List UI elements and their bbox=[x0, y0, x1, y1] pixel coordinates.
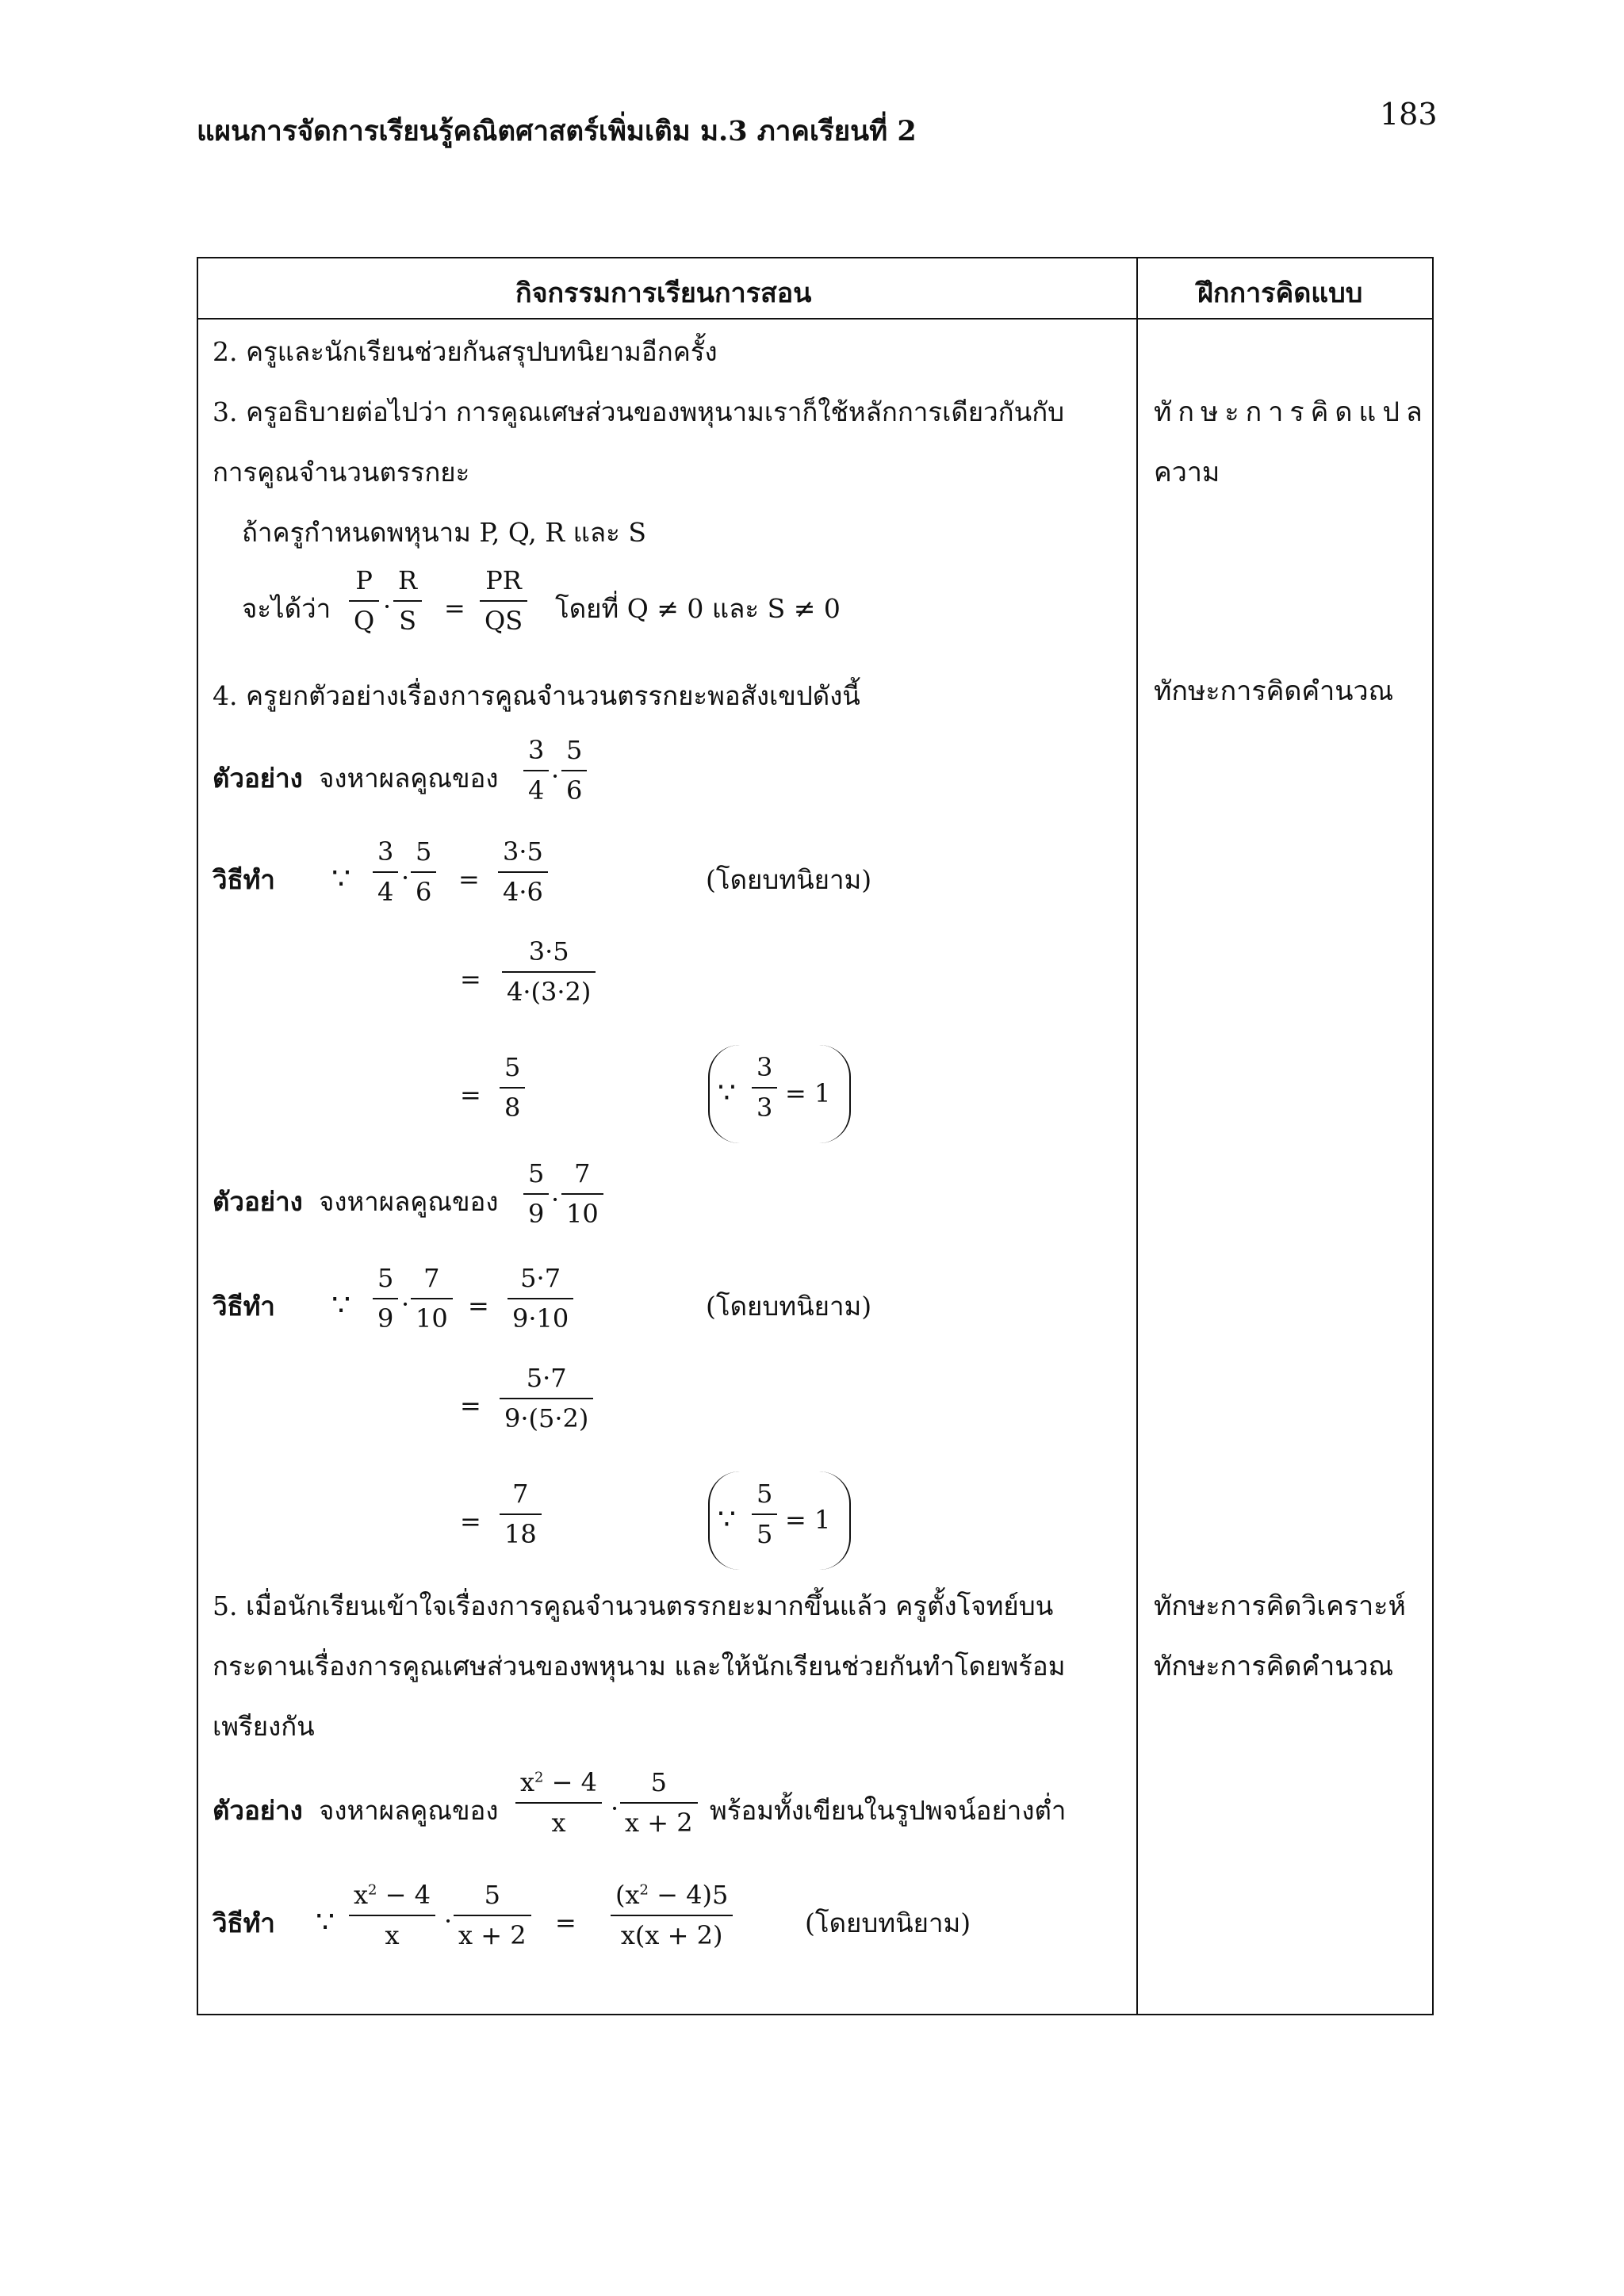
ex1-step-1-num: 3·5 bbox=[503, 836, 543, 867]
rule-condition: โดยที่ Q ≠ 0 และ S ≠ 0 bbox=[555, 593, 841, 624]
ex3-step-1-denominator: x(x + 2) bbox=[620, 1919, 723, 1950]
ex1-eq-3: = bbox=[460, 1080, 481, 1110]
activity-item-3-line1: 3. ครูอธิบายต่อไปว่า การคูณเศษส่วนของพหุนามเราก็ใช้หลักการเดียวกันกับ bbox=[213, 396, 1065, 427]
ex3-sol-a-num-exp: 2 bbox=[368, 1881, 377, 1899]
ex1-note-because: ∵ bbox=[718, 1077, 736, 1109]
ex2-fraction-a bbox=[523, 1159, 549, 1229]
ex1-step-2-den: 4·(3·2) bbox=[507, 976, 592, 1007]
ex1-step-1-den: 4·6 bbox=[503, 876, 543, 907]
ex1-sol-fraction-a bbox=[373, 837, 398, 907]
ex1-by-definition: (โดยบทนิยาม) bbox=[706, 864, 872, 895]
ex1-step-3-num: 5 bbox=[504, 1052, 521, 1082]
example-3-label: ตัวอย่าง bbox=[213, 1795, 303, 1826]
ex2-step-3-fraction bbox=[500, 1479, 542, 1549]
table-header-divider bbox=[197, 318, 1434, 320]
ex2-note-because: ∵ bbox=[718, 1503, 736, 1536]
rule-equals: = bbox=[444, 593, 465, 623]
table-header-activities: กิจกรรมการเรียนการสอน bbox=[515, 277, 812, 309]
table-column-divider bbox=[1136, 257, 1138, 2015]
ex2-sol-fraction-b bbox=[411, 1264, 453, 1334]
ex1-eq-1: = bbox=[458, 864, 480, 894]
rule-prefix: จะได้ว่า bbox=[242, 593, 331, 624]
ex3-fraction-a bbox=[515, 1768, 602, 1838]
ex1-sol-fraction-b bbox=[411, 837, 436, 907]
ex2-step-1-fraction bbox=[508, 1264, 573, 1334]
ex2-a-num: 5 bbox=[528, 1158, 545, 1188]
ex1-note-den: 3 bbox=[756, 1092, 773, 1123]
ex3-step-1-fraction bbox=[611, 1881, 733, 1950]
ex1-a-numerator: 3 bbox=[528, 735, 545, 765]
skill-interpretation-line1: ทักษะการคิดแปล bbox=[1154, 396, 1429, 428]
ex1-fraction-b bbox=[561, 736, 587, 806]
ex2-sol-dot: · bbox=[401, 1289, 410, 1319]
table-header-thinking-skills: ฝึกการคิดแบบ bbox=[1197, 277, 1363, 309]
because-symbol-2: ∵ bbox=[331, 1288, 351, 1322]
ex3-fraction-b bbox=[620, 1768, 698, 1838]
ex2-sol-b-num: 7 bbox=[423, 1263, 440, 1293]
ex1-step-2-num: 3·5 bbox=[528, 936, 569, 966]
ex2-sol-b-den: 10 bbox=[416, 1303, 448, 1334]
ex2-fraction-b bbox=[561, 1159, 603, 1229]
ex2-sol-a-num: 5 bbox=[377, 1263, 394, 1293]
ex3-sol-a-numerator bbox=[349, 1881, 435, 1910]
ex2-dot: · bbox=[551, 1184, 560, 1215]
rule-fraction-pr-qs bbox=[480, 566, 527, 636]
document-header-title: แผนการจัดการเรียนรู้คณิตศาสตร์เพิ่มเติม ม.3 ภาคเรียนที่ 2 bbox=[197, 115, 917, 147]
ex1-note-fraction bbox=[752, 1053, 777, 1123]
ex1-step-1-fraction bbox=[498, 837, 548, 907]
ex2-note-fraction bbox=[752, 1479, 777, 1549]
ex3-dot: · bbox=[611, 1793, 619, 1823]
rule-q: Q bbox=[354, 605, 375, 636]
ex2-b-den: 10 bbox=[566, 1198, 599, 1229]
activity-item-2: 2. ครูและนักเรียนช่วยกันสรุปบทนิยามอีกครั้ง bbox=[213, 336, 718, 367]
ex3-a-num-exp: 2 bbox=[534, 1769, 544, 1786]
ex1-b-numerator: 5 bbox=[566, 735, 583, 765]
ex1-note-rhs: = 1 bbox=[785, 1078, 831, 1108]
ex3-sol-dot: · bbox=[444, 1906, 453, 1936]
ex3-step-1-numerator bbox=[611, 1881, 733, 1910]
rule-fraction-r-s bbox=[393, 566, 422, 636]
activity-item-5-line2: กระดานเรื่องการคูณเศษส่วนของพหุนาม และให้นักเรียนช่วยกันทำโดยพร้อม bbox=[213, 1651, 1066, 1682]
ex3-sol-b-numerator: 5 bbox=[484, 1880, 500, 1910]
rule-fraction-p-q bbox=[349, 566, 379, 636]
rule-p: P bbox=[355, 565, 373, 595]
ex2-step-2-den: 9·(5·2) bbox=[504, 1402, 589, 1433]
ex3-step-1-num-b: − 4)5 bbox=[657, 1880, 729, 1910]
ex2-step-2-num: 5·7 bbox=[526, 1363, 567, 1393]
skill-analysis: ทักษะการคิดวิเคราะห์ bbox=[1154, 1590, 1406, 1622]
ex2-step-1-den: 9·10 bbox=[512, 1303, 569, 1334]
ex3-eq-1: = bbox=[555, 1908, 576, 1938]
ex3-sol-a-denominator: x bbox=[385, 1919, 400, 1950]
ex3-sol-a-num-base: x bbox=[354, 1880, 369, 1910]
ex1-dot: · bbox=[551, 761, 560, 791]
ex1-step-2-fraction bbox=[502, 937, 596, 1007]
ex1-sol-b-den: 6 bbox=[416, 876, 432, 907]
because-symbol: ∵ bbox=[331, 861, 351, 896]
ex1-step-3-fraction bbox=[500, 1053, 525, 1123]
ex1-step-3-den: 8 bbox=[504, 1092, 521, 1123]
ex1-sol-a-num: 3 bbox=[377, 836, 394, 867]
ex2-eq-2: = bbox=[460, 1391, 481, 1421]
ex2-eq-3: = bbox=[460, 1506, 481, 1536]
skill-calculation-1: ทักษะการคิดคำนวณ bbox=[1154, 675, 1394, 707]
ex2-note-den: 5 bbox=[756, 1518, 773, 1549]
ex2-b-num: 7 bbox=[574, 1158, 591, 1188]
rule-r: R bbox=[398, 565, 418, 595]
skill-calculation-2: ทักษะการคิดคำนวณ bbox=[1154, 1651, 1394, 1682]
ex3-b-numerator: 5 bbox=[650, 1767, 667, 1797]
activity-item-3-line3: ถ้าครูกำหนดพหุนาม P, Q, R และ S bbox=[242, 517, 646, 548]
ex2-step-2-fraction bbox=[500, 1364, 593, 1433]
example-1-text: จงหาผลคูณของ bbox=[319, 763, 499, 794]
ex1-fraction-a bbox=[523, 736, 549, 806]
ex3-sol-a-num-rest: − 4 bbox=[385, 1880, 431, 1910]
solution-1-label: วิธีทำ bbox=[213, 864, 275, 895]
skill-interpretation-line2: ความ bbox=[1154, 457, 1220, 488]
activity-item-3-line2: การคูณจำนวนตรรกยะ bbox=[213, 457, 470, 488]
ex3-a-numerator bbox=[515, 1768, 602, 1797]
ex3-a-num-rest: − 4 bbox=[551, 1767, 598, 1797]
ex3-sol-fraction-b bbox=[454, 1881, 531, 1950]
ex2-step-1-num: 5·7 bbox=[520, 1263, 561, 1293]
example-3-text: จงหาผลคูณของ bbox=[319, 1795, 499, 1826]
solution-3-label: วิธีทำ bbox=[213, 1908, 275, 1938]
ex3-by-definition: (โดยบทนิยาม) bbox=[805, 1908, 971, 1938]
ex2-sol-a-den: 9 bbox=[377, 1303, 394, 1334]
example-2-label: ตัวอย่าง bbox=[213, 1186, 303, 1217]
ex2-sol-fraction-a bbox=[373, 1264, 398, 1334]
ex3-sol-fraction-a bbox=[349, 1881, 435, 1950]
ex1-eq-2: = bbox=[460, 964, 481, 994]
ex3-step-1-num-exp: 2 bbox=[639, 1881, 649, 1899]
rule-pr: PR bbox=[485, 565, 522, 595]
ex2-a-den: 9 bbox=[528, 1198, 545, 1229]
activity-item-5-line1: 5. เมื่อนักเรียนเข้าใจเรื่องการคูณจำนวนตรรกยะมากขึ้นแล้ว ครูตั้งโจทย์บน bbox=[213, 1590, 1054, 1621]
ex3-a-denominator: x bbox=[551, 1807, 566, 1838]
ex2-eq-1: = bbox=[468, 1291, 489, 1321]
ex2-note-num: 5 bbox=[756, 1479, 773, 1509]
ex1-sol-a-den: 4 bbox=[377, 876, 394, 907]
activity-item-4: 4. ครูยกตัวอย่างเรื่องการคูณจำนวนตรรกยะพอสังเขปดังนี้ bbox=[213, 680, 860, 711]
activity-item-5-line3: เพรียงกัน bbox=[213, 1711, 315, 1742]
page-number: 183 bbox=[1380, 97, 1438, 132]
ex3-sol-b-denominator: x + 2 bbox=[458, 1919, 527, 1950]
ex1-b-denominator: 6 bbox=[566, 775, 583, 806]
ex1-a-denominator: 4 bbox=[528, 775, 545, 806]
ex2-step-3-num: 7 bbox=[512, 1479, 529, 1509]
example-2-text: จงหาผลคูณของ bbox=[319, 1186, 499, 1217]
solution-2-label: วิธีทำ bbox=[213, 1291, 275, 1322]
example-1-label: ตัวอย่าง bbox=[213, 763, 303, 794]
ex3-b-denominator: x + 2 bbox=[625, 1807, 693, 1838]
rule-qs: QS bbox=[485, 605, 523, 636]
because-symbol-3: ∵ bbox=[316, 1904, 335, 1939]
rule-s: S bbox=[399, 605, 416, 636]
ex3-step-1-num-a: (x bbox=[615, 1880, 640, 1910]
rule-dot: · bbox=[383, 591, 392, 622]
ex2-note-rhs: = 1 bbox=[785, 1505, 831, 1535]
ex1-sol-b-num: 5 bbox=[416, 836, 432, 867]
ex1-note-num: 3 bbox=[756, 1052, 773, 1082]
ex1-sol-dot: · bbox=[401, 863, 410, 893]
ex2-step-3-den: 18 bbox=[504, 1518, 537, 1549]
ex3-a-num-base: x bbox=[520, 1767, 535, 1797]
ex2-by-definition: (โดยบทนิยาม) bbox=[706, 1291, 872, 1322]
ex3-suffix: พร้อมทั้งเขียนในรูปพจน์อย่างต่ำ bbox=[710, 1795, 1067, 1826]
